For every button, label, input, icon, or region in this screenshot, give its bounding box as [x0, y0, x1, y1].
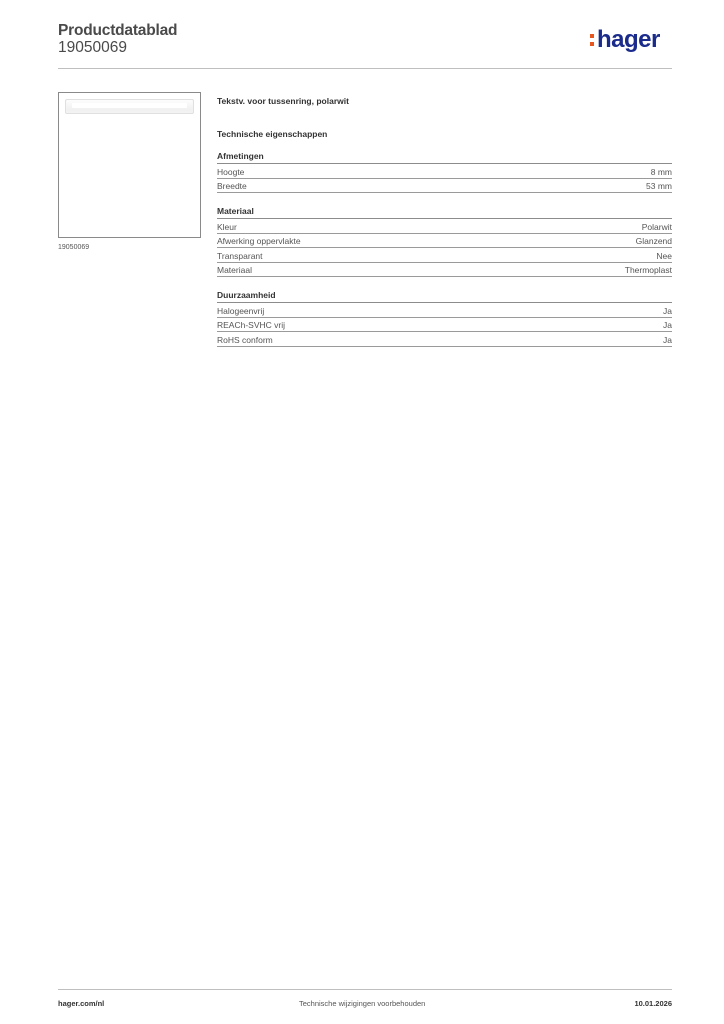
- product-name: Tekstv. voor tussenring, polarwit: [217, 96, 349, 106]
- spec-value: Ja: [663, 305, 672, 316]
- spec-label: Materiaal: [217, 265, 252, 275]
- spec-label: Breedte: [217, 181, 247, 191]
- spec-row: [217, 263, 672, 278]
- spec-row: [217, 318, 672, 333]
- footer-disclaimer: Technische wijzigingen voorbehouden: [299, 999, 426, 1008]
- spec-value: 53 mm: [646, 181, 672, 191]
- spec-label: RoHS conform: [217, 334, 273, 345]
- image-caption: 19050069: [58, 244, 90, 251]
- spec-label: Hoogte: [217, 166, 245, 177]
- spec-label: Afwerking oppervlakte: [217, 236, 301, 246]
- product-image: [58, 92, 201, 238]
- spec-value: Ja: [663, 320, 672, 330]
- spec-row: [217, 248, 672, 263]
- page-title: Productdatablad: [58, 22, 178, 39]
- logo-text: hager: [597, 26, 660, 53]
- article-number: 19050069: [58, 39, 127, 56]
- hager-logo[interactable]: [590, 26, 660, 54]
- spec-row: [217, 234, 672, 249]
- spec-value: Thermoplast: [624, 265, 672, 275]
- footer-divider: [58, 989, 672, 990]
- footer-website-link[interactable]: hager.com/nl: [58, 999, 105, 1008]
- spec-label: Transparant: [217, 250, 263, 261]
- spec-value: Ja: [663, 334, 672, 345]
- section-duurzaamheid: [217, 290, 672, 347]
- spec-row: [217, 332, 672, 347]
- spec-label: REACh-SVHC vrij: [217, 320, 286, 330]
- technical-properties-heading: Technische eigenschappen: [217, 129, 328, 139]
- spec-row: [217, 179, 672, 194]
- spec-value: Nee: [656, 250, 672, 261]
- spec-row: [217, 164, 672, 179]
- spec-label: Halogeenvrij: [217, 305, 265, 316]
- spec-row: [217, 219, 672, 234]
- spec-value: Polarwit: [641, 221, 672, 232]
- text-plate-image: [65, 99, 194, 114]
- section-afmetingen: [217, 151, 672, 193]
- spec-row: [217, 303, 672, 318]
- spec-value: Glanzend: [635, 236, 672, 246]
- spec-value: 8 mm: [650, 166, 672, 177]
- section-materiaal: [217, 206, 672, 277]
- spec-label: Kleur: [217, 221, 237, 232]
- specification-column: [217, 96, 672, 360]
- footer-date: 10.01.2026: [634, 999, 672, 1008]
- logo-dots-icon: [590, 31, 596, 49]
- section-title: Materiaal: [217, 206, 672, 219]
- section-title: Afmetingen: [217, 151, 672, 164]
- section-title: Duurzaamheid: [217, 290, 672, 303]
- header-divider: [58, 68, 672, 69]
